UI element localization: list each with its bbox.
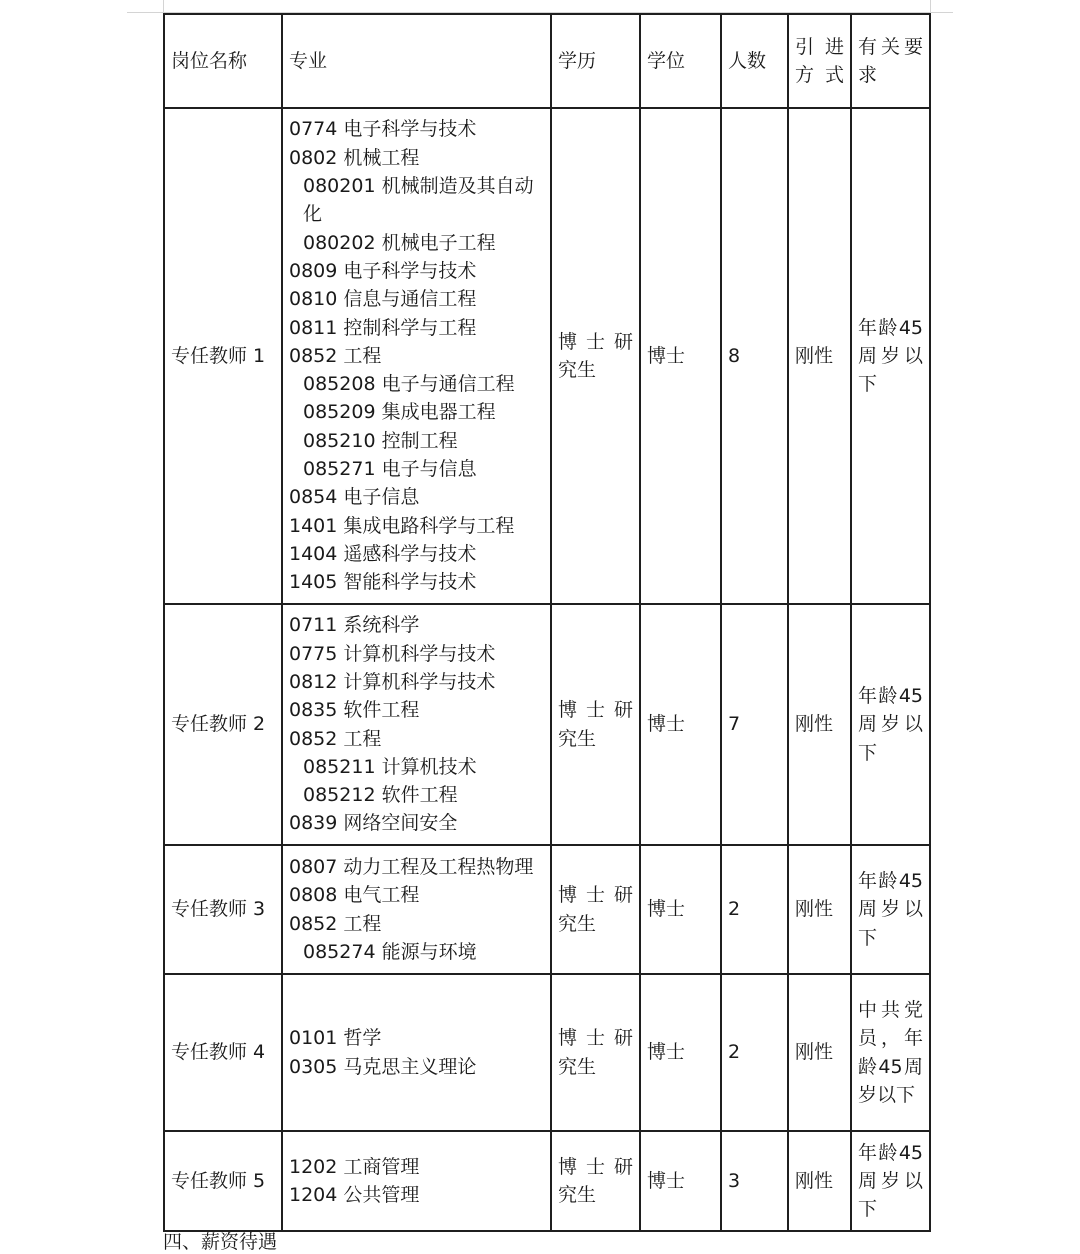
row-count: 3 — [721, 1131, 788, 1231]
table-row — [164, 1131, 930, 1231]
major-item: 0854 电子信息 — [289, 486, 420, 509]
major-item: 085211 计算机技术 — [303, 755, 477, 778]
row-method: 刚性 — [788, 108, 851, 604]
row-position: 专任教师 1 — [164, 108, 282, 604]
major-item: 1404 遥感科学与技术 — [289, 542, 477, 565]
major-item: 0835 软件工程 — [289, 699, 420, 722]
major-item: 0810 信息与通信工程 — [289, 288, 477, 311]
row-requirements: 年龄45周岁以下 — [851, 1131, 930, 1231]
row-method: 刚性 — [788, 604, 851, 845]
header-requirements: 有关要求 — [851, 14, 930, 108]
row-degree: 博士 — [640, 974, 721, 1131]
row-degree: 博士 — [640, 108, 721, 604]
major-item: 085212 软件工程 — [303, 784, 458, 807]
major-item: 1204 公共管理 — [289, 1184, 420, 1206]
row-majors — [282, 604, 551, 845]
section-heading-salary: 四、薪资待遇 — [163, 1231, 278, 1253]
row-requirements: 年龄45周岁以下 — [851, 604, 930, 845]
table-row — [164, 845, 930, 974]
row-position: 专任教师 2 — [164, 604, 282, 845]
row-education: 博士研究生 — [551, 974, 640, 1131]
major-item: 0774 电子科学与技术 — [289, 118, 477, 141]
row-position: 专任教师 5 — [164, 1131, 282, 1231]
major-item: 085210 控制工程 — [303, 429, 458, 452]
row-position: 专任教师 3 — [164, 845, 282, 974]
major-item: 1405 智能科学与技术 — [289, 571, 477, 594]
row-requirements: 中共党员，年龄45周岁以下 — [851, 974, 930, 1131]
row-degree: 博士 — [640, 1131, 721, 1231]
header-method: 引进方式 — [788, 14, 851, 108]
row-requirements: 年龄45周岁以下 — [851, 845, 930, 974]
row-education: 博士研究生 — [551, 845, 640, 974]
major-item: 0812 计算机科学与技术 — [289, 670, 496, 693]
row-education: 博士研究生 — [551, 604, 640, 845]
header-degree: 学位 — [640, 14, 721, 108]
table-row — [164, 108, 930, 604]
major-item: 085274 能源与环境 — [303, 940, 477, 963]
major-item: 1202 工商管理 — [289, 1155, 420, 1178]
recruitment-table — [163, 13, 931, 1232]
row-count: 7 — [721, 604, 788, 845]
table-row — [164, 974, 930, 1131]
major-item: 0839 网络空间安全 — [289, 812, 458, 835]
row-majors — [282, 1131, 551, 1231]
row-method: 刚性 — [788, 1131, 851, 1231]
major-item: 080201 机械制造及其自动化 — [303, 175, 534, 226]
row-count: 2 — [721, 845, 788, 974]
row-position: 专任教师 4 — [164, 974, 282, 1131]
row-majors — [282, 845, 551, 974]
row-requirements: 年龄45周岁以下 — [851, 108, 930, 604]
row-majors — [282, 108, 551, 604]
major-item: 0852 工程 — [289, 912, 382, 935]
header-position: 岗位名称 — [164, 14, 282, 108]
row-count: 2 — [721, 974, 788, 1131]
major-item: 0808 电气工程 — [289, 884, 420, 907]
row-education: 博士研究生 — [551, 1131, 640, 1231]
major-item: 085208 电子与通信工程 — [303, 373, 515, 396]
table-header-row — [164, 14, 930, 108]
header-education: 学历 — [551, 14, 640, 108]
major-item: 0809 电子科学与技术 — [289, 259, 477, 282]
major-item: 0305 马克思主义理论 — [289, 1055, 477, 1078]
row-majors — [282, 974, 551, 1131]
row-education: 博士研究生 — [551, 108, 640, 604]
row-count: 8 — [721, 108, 788, 604]
major-item: 0802 机械工程 — [289, 146, 420, 169]
table-row — [164, 604, 930, 845]
row-method: 刚性 — [788, 845, 851, 974]
major-item: 0811 控制科学与工程 — [289, 316, 477, 339]
major-item: 085209 集成电器工程 — [303, 401, 496, 424]
page-border-right — [930, 0, 931, 12]
major-item: 1401 集成电路科学与工程 — [289, 514, 515, 537]
major-item: 0852 工程 — [289, 727, 382, 750]
page-border-left — [163, 0, 164, 12]
major-item: 085271 电子与信息 — [303, 458, 477, 481]
header-major: 专业 — [282, 14, 551, 108]
major-item: 0775 计算机科学与技术 — [289, 642, 496, 665]
major-item: 0711 系统科学 — [289, 614, 420, 637]
header-count: 人数 — [721, 14, 788, 108]
major-item: 0852 工程 — [289, 344, 382, 367]
major-item: 0101 哲学 — [289, 1027, 382, 1050]
major-item: 0807 动力工程及工程热物理 — [289, 855, 534, 878]
row-degree: 博士 — [640, 845, 721, 974]
row-degree: 博士 — [640, 604, 721, 845]
row-method: 刚性 — [788, 974, 851, 1131]
major-item: 080202 机械电子工程 — [303, 231, 496, 254]
